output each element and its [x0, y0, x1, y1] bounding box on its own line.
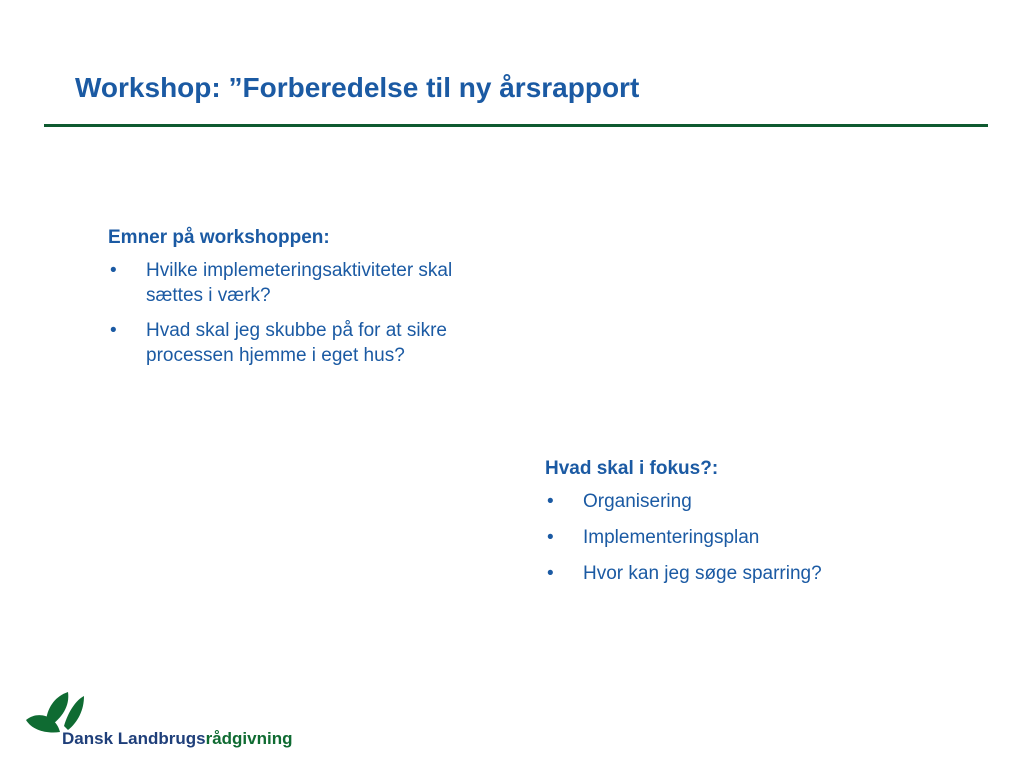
topics-heading: Emner på workshoppen: [108, 227, 330, 248]
logo-text-part1: Dansk Landbrugs [62, 729, 206, 748]
topics-list [108, 258, 488, 368]
list-item-text: Hvad skal jeg skubbe på for at sikre processen hjemme i eget hus? [146, 320, 447, 366]
topics-section [108, 226, 488, 378]
bullet-icon: • [110, 320, 117, 341]
list-item [545, 561, 965, 586]
logo-wordmark [62, 729, 293, 749]
focus-list [545, 489, 965, 586]
logo-text-part2: rådgivning [205, 729, 293, 748]
bullet-icon: • [547, 527, 554, 548]
list-item [108, 258, 488, 308]
bullet-icon: • [547, 491, 554, 512]
list-item-text: Implementeringsplan [583, 527, 760, 548]
list-item [108, 318, 488, 368]
list-item [545, 489, 965, 514]
company-logo [24, 690, 344, 752]
focus-section [545, 457, 965, 597]
bullet-icon: • [110, 260, 117, 281]
slide-title: Workshop: ”Forberedelse til ny årsrapport [75, 72, 640, 103]
list-item-text: Hvor kan jeg søge sparring? [583, 563, 822, 584]
list-item-text: Hvilke implemeteringsaktiviteter skal sættes i værk? [146, 260, 453, 306]
title-divider [44, 124, 988, 127]
list-item [545, 525, 965, 550]
bullet-icon: • [547, 563, 554, 584]
list-item-text: Organisering [583, 491, 692, 512]
focus-heading: Hvad skal i fokus?: [545, 458, 719, 479]
